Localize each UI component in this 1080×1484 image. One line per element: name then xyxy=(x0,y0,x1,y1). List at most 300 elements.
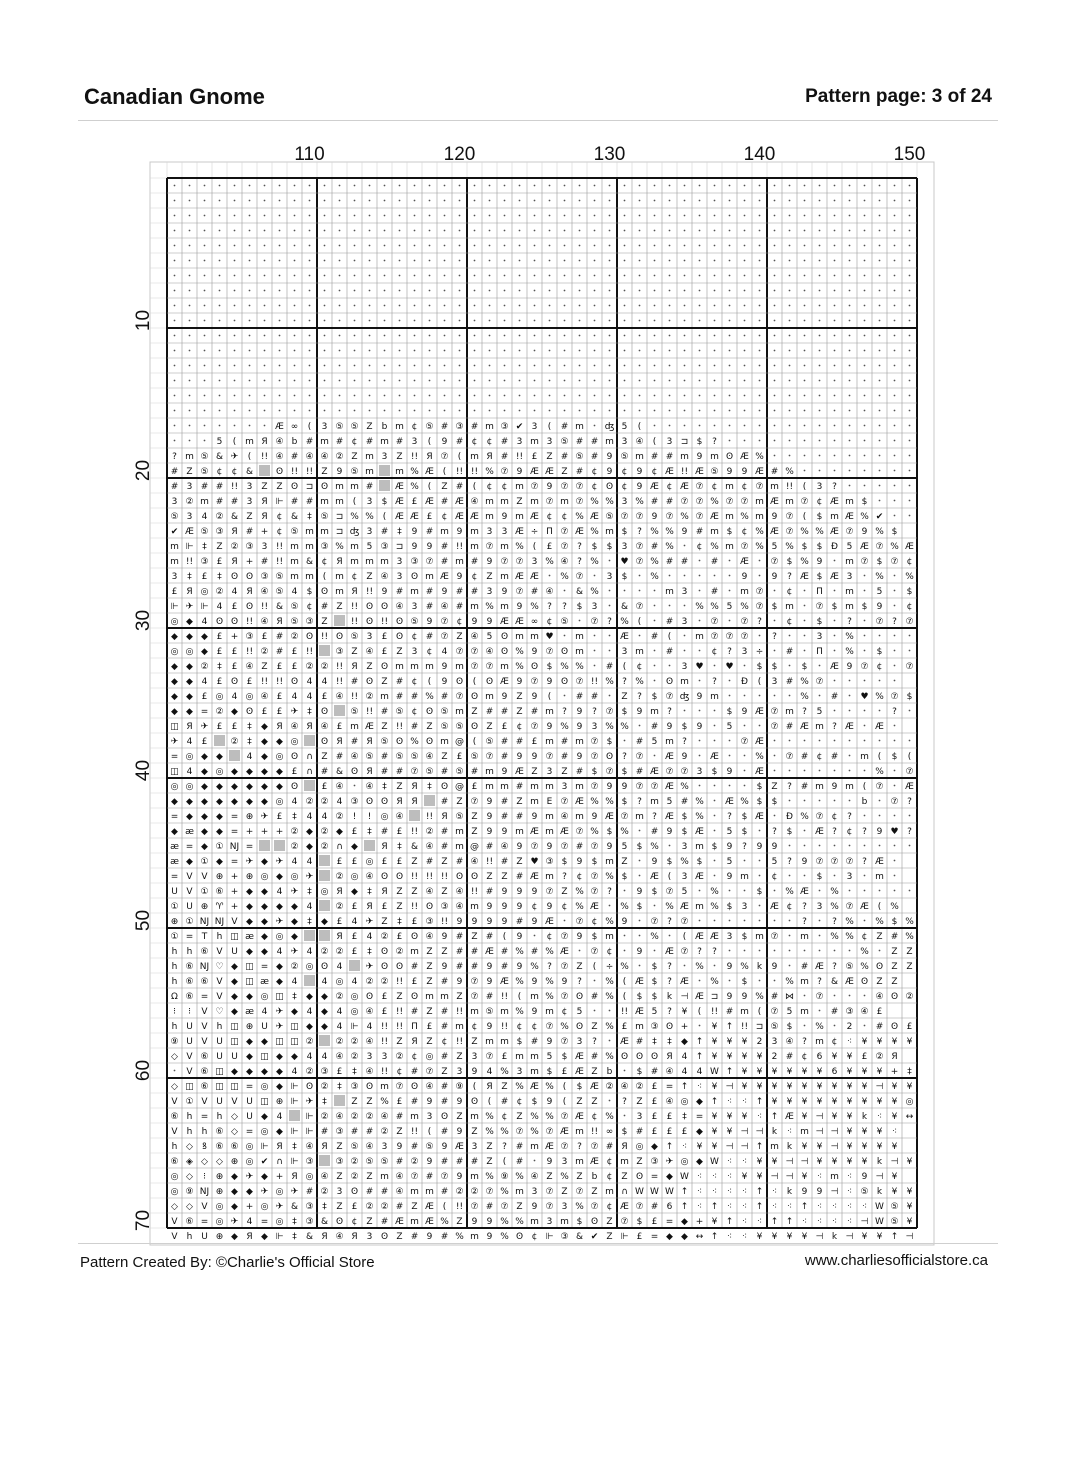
svg-text:(: ( xyxy=(427,481,432,492)
svg-text:3: 3 xyxy=(741,901,748,912)
svg-text:¢: ¢ xyxy=(426,646,433,657)
svg-text:(: ( xyxy=(877,751,882,762)
svg-text:¥: ¥ xyxy=(816,1141,823,1152)
symbol-row xyxy=(171,602,913,612)
svg-text:9: 9 xyxy=(456,526,463,537)
svg-text:⑤: ⑤ xyxy=(440,721,449,732)
svg-text:⊩: ⊩ xyxy=(305,1126,314,1137)
svg-text:ʘ: ʘ xyxy=(635,1051,644,1062)
svg-text:Æ: Æ xyxy=(620,631,629,642)
svg-text:⑦: ⑦ xyxy=(545,1201,554,1212)
svg-text:Æ: Æ xyxy=(770,526,779,537)
svg-text:Z: Z xyxy=(366,1216,373,1227)
svg-text:◆: ◆ xyxy=(186,706,193,717)
svg-text:②: ② xyxy=(185,496,194,507)
svg-text:9: 9 xyxy=(816,1186,823,1197)
svg-text:(: ( xyxy=(622,661,627,672)
svg-text:♥: ♥ xyxy=(725,661,734,672)
svg-text:¢: ¢ xyxy=(741,481,748,492)
svg-text:Z: Z xyxy=(396,1036,403,1047)
svg-text:m: m xyxy=(485,496,494,507)
svg-text:#: # xyxy=(785,676,794,687)
svg-text:3: 3 xyxy=(636,1111,643,1122)
svg-text:¥: ¥ xyxy=(891,1171,898,1182)
svg-text:¢: ¢ xyxy=(411,706,418,717)
svg-text:9: 9 xyxy=(486,616,493,627)
svg-text:Æ: Æ xyxy=(680,481,689,492)
svg-text:⊕: ⊕ xyxy=(245,1021,254,1032)
svg-text:◎: ◎ xyxy=(350,1006,359,1017)
svg-text:5: 5 xyxy=(726,856,733,867)
svg-text:#: # xyxy=(440,796,449,807)
svg-text:◆: ◆ xyxy=(186,616,193,627)
svg-text:#: # xyxy=(470,556,479,567)
symbol-row xyxy=(171,527,898,537)
svg-text:?: ? xyxy=(562,601,567,612)
svg-text:⑥: ⑥ xyxy=(215,886,224,897)
svg-text:#: # xyxy=(425,631,434,642)
svg-text:%: % xyxy=(530,601,539,612)
svg-text:⊣: ⊣ xyxy=(755,1126,764,1137)
svg-text:②: ② xyxy=(335,811,344,822)
svg-text:¢: ¢ xyxy=(231,466,238,477)
svg-text:Z: Z xyxy=(366,661,373,672)
svg-text:£: £ xyxy=(651,1216,658,1227)
svg-text:⑦: ⑦ xyxy=(620,511,629,522)
svg-text:②: ② xyxy=(260,646,269,657)
svg-text:#: # xyxy=(440,1096,449,1107)
svg-text:m: m xyxy=(800,931,809,942)
svg-text:◇: ◇ xyxy=(171,1051,178,1062)
svg-text:⑦: ⑦ xyxy=(770,556,779,567)
svg-text:?: ? xyxy=(667,706,672,717)
svg-text:#: # xyxy=(440,1006,449,1017)
svg-text:(: ( xyxy=(637,616,642,627)
svg-text:¥: ¥ xyxy=(711,1021,718,1032)
svg-text:⑥: ⑥ xyxy=(185,976,194,987)
svg-text:$: $ xyxy=(576,601,583,612)
svg-text:⑤: ⑤ xyxy=(440,706,449,717)
svg-text:m: m xyxy=(605,856,614,867)
svg-text:%: % xyxy=(605,1021,614,1032)
svg-text:Z: Z xyxy=(426,721,433,732)
svg-text:Z: Z xyxy=(336,1141,343,1152)
svg-text:?: ? xyxy=(862,826,867,837)
svg-text:%: % xyxy=(710,976,719,987)
svg-text:⊩: ⊩ xyxy=(290,1081,299,1092)
svg-text:¢: ¢ xyxy=(486,436,493,447)
svg-text:%: % xyxy=(800,676,809,687)
svg-text:3: 3 xyxy=(696,766,703,777)
svg-text:Я: Я xyxy=(246,1231,253,1242)
svg-text:$: $ xyxy=(861,601,868,612)
svg-text:◆: ◆ xyxy=(306,841,313,852)
svg-text:£: £ xyxy=(336,916,343,927)
svg-text:$: $ xyxy=(816,616,823,627)
svg-text:¥: ¥ xyxy=(726,1036,733,1047)
svg-text:◫: ◫ xyxy=(230,931,239,942)
svg-text:⑦: ⑦ xyxy=(560,1036,569,1047)
svg-text:‡: ‡ xyxy=(352,1066,357,1077)
svg-text:‡: ‡ xyxy=(367,886,372,897)
svg-text:‡: ‡ xyxy=(397,916,402,927)
svg-text:Я: Я xyxy=(351,661,358,672)
svg-text:Z: Z xyxy=(426,946,433,957)
svg-text:$: $ xyxy=(756,886,763,897)
svg-text:&: & xyxy=(290,511,299,522)
svg-text:Я: Я xyxy=(366,901,373,912)
svg-text:Z: Z xyxy=(516,691,523,702)
svg-text:#: # xyxy=(590,691,599,702)
svg-text:m: m xyxy=(320,526,329,537)
svg-text:m: m xyxy=(500,496,509,507)
svg-text:m: m xyxy=(410,586,419,597)
svg-text:%: % xyxy=(875,916,884,927)
svg-text:④: ④ xyxy=(365,1036,374,1047)
svg-text:⑤: ⑤ xyxy=(485,1006,494,1017)
svg-text:Æ: Æ xyxy=(725,796,734,807)
svg-text:Æ: Æ xyxy=(395,511,404,522)
svg-text:$: $ xyxy=(771,661,778,672)
svg-text:Æ: Æ xyxy=(500,676,509,687)
svg-text:ʘ: ʘ xyxy=(425,736,434,747)
svg-text:£: £ xyxy=(546,541,553,552)
svg-text:⑤: ⑤ xyxy=(200,451,209,462)
svg-text:Z: Z xyxy=(486,571,493,582)
svg-text:m: m xyxy=(605,931,614,942)
svg-text:%: % xyxy=(650,526,659,537)
svg-text:⊕: ⊕ xyxy=(245,811,254,822)
svg-text:h: h xyxy=(216,931,223,942)
symbol-row xyxy=(171,1172,898,1182)
svg-text:Z: Z xyxy=(366,421,373,432)
svg-text:m: m xyxy=(545,871,554,882)
svg-text:◇: ◇ xyxy=(231,1126,238,1137)
svg-text:②: ② xyxy=(230,541,239,552)
svg-text:#: # xyxy=(500,451,509,462)
svg-text:#: # xyxy=(365,1186,374,1197)
svg-text:b: b xyxy=(591,1171,598,1182)
svg-text:k: k xyxy=(786,1186,793,1197)
svg-text:⑦: ⑦ xyxy=(560,991,569,1002)
svg-text:?: ? xyxy=(892,706,897,717)
svg-text:æ: æ xyxy=(185,826,194,837)
svg-text:◎: ◎ xyxy=(380,811,389,822)
svg-text:¢: ¢ xyxy=(786,616,793,627)
svg-text:%: % xyxy=(515,646,524,657)
svg-text:②: ② xyxy=(305,1036,314,1047)
svg-text:#: # xyxy=(305,496,314,507)
svg-text:3: 3 xyxy=(366,526,373,537)
svg-text:⑤: ⑤ xyxy=(620,451,629,462)
svg-text:m: m xyxy=(350,556,359,567)
svg-text:&: & xyxy=(275,601,284,612)
svg-text:3: 3 xyxy=(186,481,193,492)
svg-text:h: h xyxy=(216,1111,223,1122)
svg-text:5: 5 xyxy=(621,841,628,852)
svg-text:U: U xyxy=(231,1051,238,1062)
svg-text:⑦: ⑦ xyxy=(560,1141,569,1152)
svg-text:◆: ◆ xyxy=(216,826,223,837)
svg-text:%: % xyxy=(650,931,659,942)
svg-text:⑥: ⑥ xyxy=(200,946,209,957)
svg-text:#: # xyxy=(515,781,524,792)
svg-text:Æ: Æ xyxy=(800,886,809,897)
svg-text:%: % xyxy=(635,676,644,687)
svg-text:$: $ xyxy=(651,691,658,702)
svg-text:W: W xyxy=(635,1186,644,1197)
svg-text:⁖: ⁖ xyxy=(726,1201,733,1212)
svg-text:#: # xyxy=(440,841,449,852)
svg-text:③: ③ xyxy=(245,541,254,552)
svg-text:✈: ✈ xyxy=(365,961,374,972)
svg-text:#: # xyxy=(575,766,584,777)
svg-text:$: $ xyxy=(621,871,628,882)
svg-text:◆: ◆ xyxy=(696,1126,703,1137)
svg-text:#: # xyxy=(560,451,569,462)
svg-text:⑦: ⑦ xyxy=(410,1171,419,1182)
svg-text:?: ? xyxy=(697,946,702,957)
svg-text:#: # xyxy=(275,646,284,657)
svg-text:Æ: Æ xyxy=(845,511,854,522)
svg-text:⑦: ⑦ xyxy=(395,1081,404,1092)
svg-text:¥: ¥ xyxy=(861,1066,868,1077)
svg-text:5: 5 xyxy=(666,796,673,807)
svg-text:#: # xyxy=(320,1126,329,1137)
svg-text:#: # xyxy=(440,1156,449,1167)
svg-text:%: % xyxy=(590,496,599,507)
svg-text:m: m xyxy=(620,1156,629,1167)
svg-text:Я: Я xyxy=(306,721,313,732)
svg-text:m: m xyxy=(320,436,329,447)
svg-text:£: £ xyxy=(501,1051,508,1062)
svg-text:#: # xyxy=(455,931,464,942)
svg-text:◆: ◆ xyxy=(201,781,208,792)
svg-text:$: $ xyxy=(861,496,868,507)
svg-text:%: % xyxy=(695,961,704,972)
svg-text:k: k xyxy=(666,991,673,1002)
svg-text:⑤: ⑤ xyxy=(770,1021,779,1032)
svg-text:¥: ¥ xyxy=(831,1051,838,1062)
svg-text:!!: !! xyxy=(410,451,419,462)
svg-text:◆: ◆ xyxy=(696,1096,703,1107)
svg-text:£: £ xyxy=(381,646,388,657)
svg-text:(: ( xyxy=(427,436,432,447)
svg-text:⑦: ⑦ xyxy=(560,796,569,807)
svg-text:¥: ¥ xyxy=(846,1081,853,1092)
svg-text:Æ: Æ xyxy=(740,451,749,462)
svg-text:¥: ¥ xyxy=(741,1066,748,1077)
svg-text:#: # xyxy=(440,1186,449,1197)
svg-text:‡: ‡ xyxy=(367,826,372,837)
svg-text:¥: ¥ xyxy=(876,1096,883,1107)
svg-text:‡: ‡ xyxy=(292,1216,297,1227)
svg-text:m: m xyxy=(515,1051,524,1062)
svg-text:m: m xyxy=(740,1006,749,1017)
svg-text:9: 9 xyxy=(501,916,508,927)
svg-text:◫: ◫ xyxy=(275,991,284,1002)
svg-text:◇: ◇ xyxy=(171,1201,178,1212)
svg-text:Ð: Ð xyxy=(831,541,838,552)
svg-text:£: £ xyxy=(351,826,358,837)
svg-text:Æ: Æ xyxy=(530,571,539,582)
svg-text:3: 3 xyxy=(681,661,688,672)
svg-text:#: # xyxy=(440,541,449,552)
svg-text:‡: ‡ xyxy=(307,511,312,522)
svg-text:Z: Z xyxy=(471,706,478,717)
svg-text:¢: ¢ xyxy=(846,826,853,837)
svg-text:3: 3 xyxy=(471,1051,478,1062)
svg-text:?: ? xyxy=(667,976,672,987)
svg-text:¢: ¢ xyxy=(411,421,418,432)
svg-text:¢: ¢ xyxy=(606,946,613,957)
svg-text:=: = xyxy=(665,1081,674,1092)
svg-text:⑦: ⑦ xyxy=(410,766,419,777)
svg-text:¥: ¥ xyxy=(876,1066,883,1077)
svg-text:+: + xyxy=(230,871,239,882)
svg-text:9: 9 xyxy=(591,811,598,822)
svg-text:⊣: ⊣ xyxy=(725,1141,734,1152)
svg-text:⁖: ⁖ xyxy=(741,1096,748,1107)
svg-text:%: % xyxy=(830,901,839,912)
svg-text:‡: ‡ xyxy=(292,991,297,1002)
svg-text:①: ① xyxy=(170,901,179,912)
svg-text:9: 9 xyxy=(471,1216,478,1227)
svg-text:◆: ◆ xyxy=(186,796,193,807)
svg-text:ʘ: ʘ xyxy=(380,961,389,972)
svg-text:ʘ: ʘ xyxy=(335,1216,344,1227)
svg-text:②: ② xyxy=(380,1201,389,1212)
svg-text:(: ( xyxy=(232,436,237,447)
svg-text:③: ③ xyxy=(305,1156,314,1167)
svg-text:?: ? xyxy=(862,856,867,867)
svg-text:÷: ÷ xyxy=(755,646,764,657)
svg-text:!!: !! xyxy=(455,1201,464,1212)
svg-text:9: 9 xyxy=(741,466,748,477)
svg-text:m: m xyxy=(545,826,554,837)
svg-text:④: ④ xyxy=(485,646,494,657)
svg-text:4: 4 xyxy=(321,811,328,822)
svg-text:=: = xyxy=(170,811,179,822)
svg-text:m: m xyxy=(740,586,749,597)
svg-text:#: # xyxy=(380,826,389,837)
svg-text:Z: Z xyxy=(516,706,523,717)
svg-text:(: ( xyxy=(307,421,312,432)
svg-text:Z: Z xyxy=(351,1096,358,1107)
svg-text:②: ② xyxy=(395,946,404,957)
svg-text:◆: ◆ xyxy=(261,796,268,807)
svg-text:⁖: ⁖ xyxy=(846,1216,853,1227)
svg-text:(: ( xyxy=(547,691,552,702)
svg-text:m: m xyxy=(500,1036,509,1047)
svg-text:m: m xyxy=(815,781,824,792)
svg-text:9: 9 xyxy=(486,961,493,972)
svg-text:⊩: ⊩ xyxy=(260,1141,269,1152)
svg-text:Æ: Æ xyxy=(605,811,614,822)
svg-text:⑥: ⑥ xyxy=(200,976,209,987)
svg-text:⑦: ⑦ xyxy=(830,856,839,867)
svg-text:⊣: ⊣ xyxy=(740,1141,749,1152)
svg-text:%: % xyxy=(605,1111,614,1122)
svg-text:ʘ: ʘ xyxy=(560,676,569,687)
svg-text:②: ② xyxy=(335,991,344,1002)
svg-text:#: # xyxy=(650,826,659,837)
svg-text:m: m xyxy=(425,661,434,672)
svg-text:⁖: ⁖ xyxy=(846,1171,853,1182)
svg-text:#: # xyxy=(575,466,584,477)
svg-text:⁖: ⁖ xyxy=(741,1231,748,1242)
svg-text:⑦: ⑦ xyxy=(635,751,644,762)
svg-text:#: # xyxy=(500,856,509,867)
svg-text:Z: Z xyxy=(561,886,568,897)
svg-text:⑦: ⑦ xyxy=(485,661,494,672)
svg-text:⊕: ⊕ xyxy=(215,1171,224,1182)
svg-text:#: # xyxy=(440,691,449,702)
svg-text:◎: ◎ xyxy=(350,991,359,1002)
svg-text:%: % xyxy=(575,1201,584,1212)
svg-text:ʘ: ʘ xyxy=(350,766,359,777)
svg-text:m: m xyxy=(500,571,509,582)
svg-text:Z: Z xyxy=(186,466,193,477)
svg-text:#: # xyxy=(440,496,449,507)
svg-text:↑: ↑ xyxy=(680,1081,689,1092)
svg-text:⁝: ⁝ xyxy=(173,1006,176,1017)
svg-text:ʘ: ʘ xyxy=(665,1021,674,1032)
svg-text:#: # xyxy=(380,706,389,717)
svg-text:9: 9 xyxy=(486,1231,493,1242)
svg-text:#: # xyxy=(380,1216,389,1227)
svg-text:④: ④ xyxy=(470,496,479,507)
svg-text:#: # xyxy=(575,436,584,447)
symbol-row xyxy=(171,870,896,882)
svg-text:!!: !! xyxy=(275,676,284,687)
svg-text:¢: ¢ xyxy=(771,871,778,882)
svg-text:ʘ: ʘ xyxy=(320,736,329,747)
svg-text:£: £ xyxy=(261,631,268,642)
svg-text:⁖: ⁖ xyxy=(696,1171,703,1182)
svg-text:@: @ xyxy=(455,781,464,792)
svg-text:Z: Z xyxy=(621,856,628,867)
svg-text:9: 9 xyxy=(426,1156,433,1167)
svg-text:b: b xyxy=(381,421,388,432)
svg-text:⑦: ⑦ xyxy=(725,631,734,642)
svg-text:Æ: Æ xyxy=(530,511,539,522)
svg-text:9: 9 xyxy=(516,601,523,612)
svg-text:=: = xyxy=(650,1231,659,1242)
svg-text:↑: ↑ xyxy=(770,1216,779,1227)
svg-text:¢: ¢ xyxy=(441,1036,448,1047)
svg-text:3: 3 xyxy=(546,436,553,447)
svg-text:✈: ✈ xyxy=(305,1096,314,1107)
svg-text:9: 9 xyxy=(501,766,508,777)
svg-text:Æ: Æ xyxy=(455,1141,464,1152)
svg-text:◆: ◆ xyxy=(321,1021,328,1032)
svg-text:⁖: ⁖ xyxy=(741,1201,748,1212)
svg-text:¥: ¥ xyxy=(741,1036,748,1047)
svg-text:Æ: Æ xyxy=(545,1141,554,1152)
svg-text:¢: ¢ xyxy=(486,481,493,492)
svg-text:£: £ xyxy=(531,736,538,747)
svg-text:4: 4 xyxy=(696,1066,703,1077)
svg-text:Z: Z xyxy=(396,646,403,657)
svg-text:T: T xyxy=(201,931,208,942)
svg-text:⑦: ⑦ xyxy=(530,841,539,852)
svg-text:m: m xyxy=(530,1066,539,1077)
svg-text:¥: ¥ xyxy=(801,1096,808,1107)
column-label: 110 xyxy=(294,144,325,165)
svg-text:(: ( xyxy=(322,571,327,582)
svg-text:$: $ xyxy=(621,706,628,717)
